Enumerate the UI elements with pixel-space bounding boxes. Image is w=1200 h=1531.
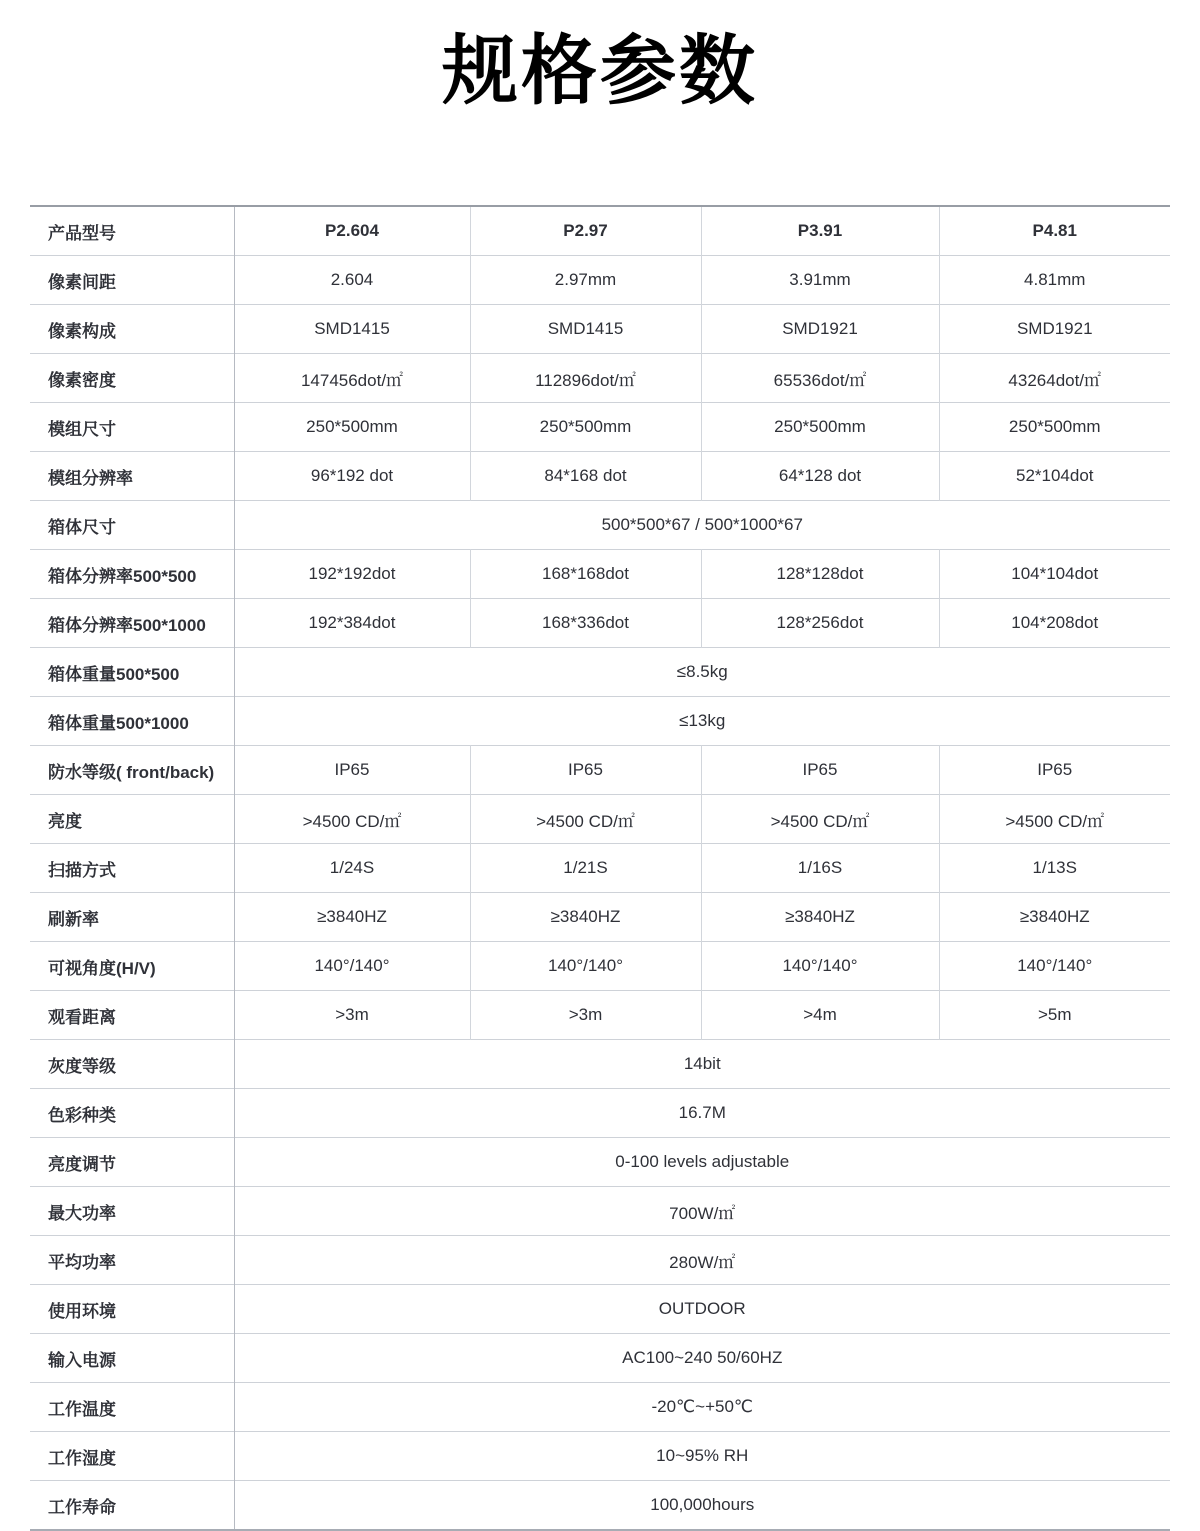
cell: ≥3840HZ [234,893,470,942]
row-label: 工作寿命 [30,1481,234,1531]
cell-span: OUTDOOR [658,1299,746,1319]
row-label: 箱体重量500*1000 [30,697,234,746]
cell: IP65 [234,746,470,795]
cell: 1/13S [1032,858,1077,878]
table-row [30,1089,1170,1138]
spec-table-container [30,205,1170,1531]
cell: 84*168 dot [470,452,701,501]
cell: 168*336dot [470,599,701,648]
row-label: 扫描方式 [30,844,234,893]
cell: P2.97 [470,206,701,256]
table-row [30,893,1170,942]
row-label: 像素密度 [30,354,234,403]
table-row [30,991,1170,1040]
row-label: 亮度 [30,795,234,844]
table-row [30,256,1170,305]
cell: 250*500mm [234,403,470,452]
row-label: 观看距离 [30,991,234,1040]
table-row [30,746,1170,795]
row-label: 箱体分辨率500*500 [30,550,234,599]
row-label: 模组尺寸 [30,403,234,452]
row-label: 可视角度(H/V) [30,942,234,991]
cell: 64*128 dot [701,452,939,501]
table-row [30,206,1170,256]
row-label: 产品型号 [30,206,234,256]
table-row [30,795,1170,844]
row-label: 刷新率 [30,893,234,942]
row-label: 平均功率 [30,1236,234,1285]
table-row [30,403,1170,452]
cell: 52*104dot [1015,466,1094,486]
row-label: 灰度等级 [30,1040,234,1089]
cell-span: AC100~240 50/60HZ [622,1348,783,1368]
cell: SMD1921 [701,305,939,354]
cell: 65536dot/㎡ [701,354,939,403]
table-row [30,550,1170,599]
cell-span: ≤8.5kg [676,662,728,682]
table-row [30,1334,1170,1383]
row-label: 色彩种类 [30,1089,234,1138]
cell: 96*192 dot [234,452,470,501]
table-row [30,599,1170,648]
cell-span: 500*500*67 / 500*1000*67 [601,515,803,535]
cell: 104*208dot [1011,613,1099,633]
cell: P2.604 [234,206,470,256]
cell: 104*104dot [1011,564,1099,584]
row-label: 像素构成 [30,305,234,354]
spec-table [30,205,1170,1531]
table-row [30,1481,1170,1531]
cell: 3.91mm [701,256,939,305]
cell: ≥3840HZ [1019,907,1090,927]
row-label: 模组分辨率 [30,452,234,501]
row-label: 箱体尺寸 [30,501,234,550]
cell: 140°/140° [701,942,939,991]
row-label: 箱体重量500*500 [30,648,234,697]
cell: 112896dot/㎡ [470,354,701,403]
cell: >4m [701,991,939,1040]
cell-span: -20℃~+50℃ [651,1397,754,1417]
table-row [30,1383,1170,1432]
cell: 128*128dot [701,550,939,599]
table-row [30,648,1170,697]
cell-span: 100,000hours [650,1495,755,1515]
table-row [30,1236,1170,1285]
cell: >4500 CD/㎡ [1005,811,1105,831]
cell: 1/16S [701,844,939,893]
cell: 192*192dot [234,550,470,599]
row-label: 工作温度 [30,1383,234,1432]
table-row [30,942,1170,991]
cell: >5m [1037,1005,1072,1025]
table-row [30,1138,1170,1187]
cell: 43264dot/㎡ [1008,370,1102,390]
row-label: 使用环境 [30,1285,234,1334]
cell: >4500 CD/㎡ [701,795,939,844]
cell: SMD1415 [234,305,470,354]
cell: >3m [470,991,701,1040]
cell-span: 14bit [683,1054,721,1074]
cell: >3m [234,991,470,1040]
cell: ≥3840HZ [470,893,701,942]
cell-span: 10~95% RH [656,1446,749,1466]
cell: 250*500mm [470,403,701,452]
cell-span: ≤13kg [679,711,726,731]
table-row [30,1187,1170,1236]
table-row [30,354,1170,403]
cell-span: 280W/㎡ [669,1252,736,1272]
cell: 250*500mm [1008,417,1101,437]
cell: 140°/140° [1017,956,1093,976]
table-row [30,452,1170,501]
cell: 128*256dot [701,599,939,648]
row-label: 像素间距 [30,256,234,305]
cell: IP65 [1037,760,1073,780]
row-label: 最大功率 [30,1187,234,1236]
cell: 4.81mm [1024,270,1086,290]
cell: 2.97mm [470,256,701,305]
row-label: 防水等级( front/back) [30,746,234,795]
table-row [30,697,1170,746]
cell: IP65 [701,746,939,795]
row-label: 输入电源 [30,1334,234,1383]
table-row [30,1432,1170,1481]
table-row [30,1040,1170,1089]
cell: >4500 CD/㎡ [234,795,470,844]
cell-span: 0-100 levels adjustable [615,1152,790,1172]
cell: 1/21S [470,844,701,893]
table-row [30,1285,1170,1334]
cell: 147456dot/㎡ [234,354,470,403]
row-label: 亮度调节 [30,1138,234,1187]
cell: 2.604 [234,256,470,305]
cell: 1/24S [234,844,470,893]
cell: ≥3840HZ [701,893,939,942]
table-row [30,844,1170,893]
cell-span: 700W/㎡ [669,1203,736,1223]
cell: SMD1415 [470,305,701,354]
row-label: 箱体分辨率500*1000 [30,599,234,648]
cell: SMD1921 [1016,319,1093,339]
cell: P4.81 [1032,221,1077,241]
cell: IP65 [470,746,701,795]
row-label: 工作湿度 [30,1432,234,1481]
cell: 192*384dot [234,599,470,648]
page-title: 规格参数 [442,29,758,114]
cell: >4500 CD/㎡ [470,795,701,844]
cell: P3.91 [701,206,939,256]
cell: 250*500mm [701,403,939,452]
table-row [30,501,1170,550]
cell-span: 16.7M [678,1103,726,1123]
cell: 140°/140° [470,942,701,991]
cell: 140°/140° [234,942,470,991]
cell: 168*168dot [470,550,701,599]
table-row [30,305,1170,354]
